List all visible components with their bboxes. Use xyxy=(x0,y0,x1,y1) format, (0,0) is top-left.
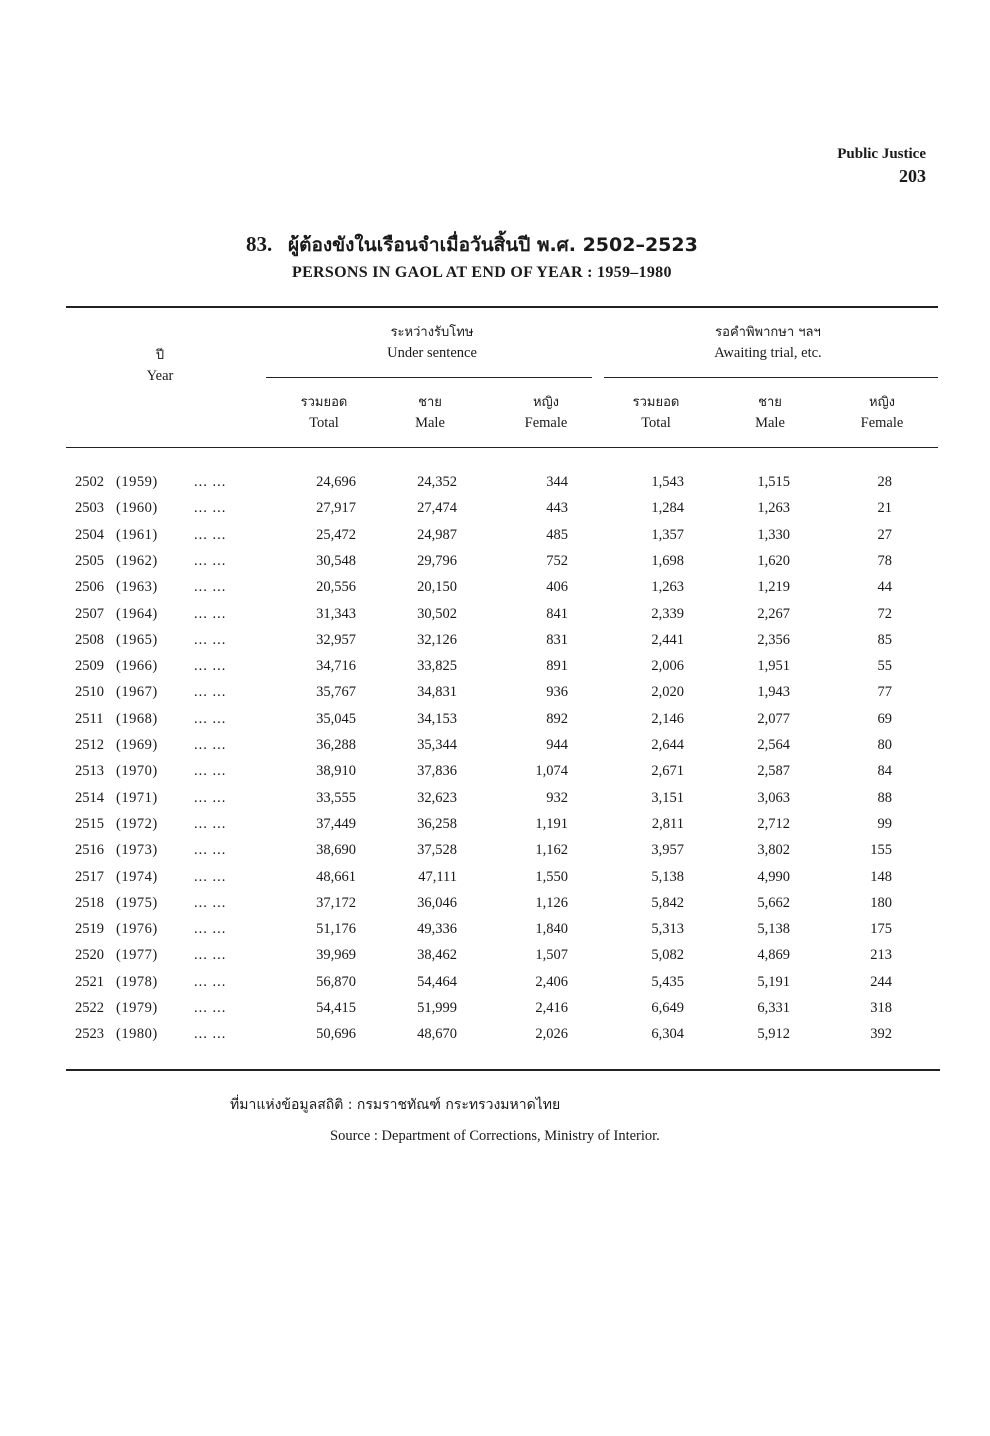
source-note-english: Source : Department of Corrections, Ministry of Interior. xyxy=(330,1128,660,1144)
col-under-male-thai: ชาย xyxy=(418,395,442,410)
cell-u-male: 32,623 xyxy=(417,789,457,806)
year-header-thai: ปี xyxy=(155,348,165,363)
cell-u-male: 51,999 xyxy=(417,1000,457,1016)
col-await-male-thai: ชาย xyxy=(758,395,782,410)
cell-dots: ... ... xyxy=(194,552,227,569)
cell-ad: (1968) xyxy=(116,710,158,727)
awaiting-trial-header xyxy=(598,322,938,364)
cell-a-female: 180 xyxy=(870,894,892,911)
cell-a-total: 2,644 xyxy=(651,737,684,753)
cell-ad: (1972) xyxy=(116,815,158,832)
cell-ad: (1961) xyxy=(116,526,158,543)
cell-a-female: 175 xyxy=(870,921,892,938)
page-number: 203 xyxy=(899,166,926,186)
table-row xyxy=(0,837,990,863)
cell-u-female: 831 xyxy=(546,631,568,648)
table-row xyxy=(0,942,990,968)
table-row xyxy=(0,548,990,574)
table-row xyxy=(0,969,990,995)
cell-u-male: 48,670 xyxy=(417,1026,457,1043)
bottom-rule xyxy=(66,1069,940,1071)
cell-u-male: 20,150 xyxy=(417,579,457,596)
cell-ad: (1962) xyxy=(116,552,158,569)
cell-a-female: 28 xyxy=(877,474,892,490)
cell-a-female: 80 xyxy=(877,737,892,753)
cell-u-total: 39,969 xyxy=(316,947,356,964)
cell-u-male: 47,111 xyxy=(418,868,457,885)
cell-a-total: 2,020 xyxy=(651,684,684,701)
cell-a-male: 1,951 xyxy=(757,658,790,675)
cell-a-total: 5,138 xyxy=(651,868,684,885)
col-await-female-thai: หญิง xyxy=(869,395,895,410)
col-await-female-english: Female xyxy=(860,415,904,431)
cell-dots: ... ... xyxy=(194,947,227,964)
cell-a-male: 6,331 xyxy=(757,1000,790,1016)
under-sentence-header-english: Under sentence xyxy=(387,345,477,361)
cell-a-total: 1,263 xyxy=(651,579,684,596)
cell-u-male: 36,046 xyxy=(417,894,457,911)
cell-u-female: 2,416 xyxy=(535,1000,568,1016)
cell-u-total: 35,767 xyxy=(316,684,356,701)
cell-a-total: 5,313 xyxy=(651,921,684,938)
cell-u-female: 344 xyxy=(546,474,568,490)
cell-u-female: 1,840 xyxy=(535,921,568,938)
cell-u-total: 24,696 xyxy=(316,474,356,490)
cell-a-female: 44 xyxy=(877,579,892,596)
cell-u-female: 406 xyxy=(546,579,568,596)
table-row xyxy=(0,811,990,837)
cell-u-total: 38,690 xyxy=(316,842,356,859)
cell-ad: (1966) xyxy=(116,658,158,675)
awaiting-trial-header-thai: รอคำพิพากษา ฯลฯ xyxy=(715,325,821,340)
cell-be: 2509 xyxy=(75,658,104,675)
cell-u-female: 932 xyxy=(546,789,568,806)
cell-ad: (1960) xyxy=(116,500,158,517)
cell-a-male: 5,912 xyxy=(757,1026,790,1043)
cell-a-female: 21 xyxy=(877,500,892,517)
cell-a-total: 1,698 xyxy=(651,552,684,569)
table-row xyxy=(0,706,990,732)
running-header-section: Public Justice xyxy=(837,146,926,162)
cell-u-total: 25,472 xyxy=(316,526,356,543)
table-row xyxy=(0,601,990,627)
cell-be: 2516 xyxy=(75,842,104,859)
cell-be: 2518 xyxy=(75,894,104,911)
cell-u-total: 37,449 xyxy=(316,815,356,832)
cell-ad: (1969) xyxy=(116,737,158,753)
cell-a-total: 2,146 xyxy=(651,710,684,727)
table-row xyxy=(0,469,990,495)
cell-a-total: 2,006 xyxy=(651,658,684,675)
cell-u-female: 936 xyxy=(546,684,568,701)
cell-u-total: 50,696 xyxy=(316,1026,356,1043)
cell-u-female: 1,550 xyxy=(535,868,568,885)
cell-a-total: 5,082 xyxy=(651,947,684,964)
cell-a-female: 88 xyxy=(877,789,892,806)
cell-dots: ... ... xyxy=(194,973,227,990)
cell-be: 2512 xyxy=(75,737,104,753)
cell-ad: (1979) xyxy=(116,1000,158,1016)
cell-u-female: 443 xyxy=(546,500,568,517)
cell-u-male: 32,126 xyxy=(417,631,457,648)
table-row xyxy=(0,916,990,942)
cell-u-female: 752 xyxy=(546,552,568,569)
table-row xyxy=(0,785,990,811)
cell-be: 2504 xyxy=(75,526,104,543)
cell-a-male: 1,263 xyxy=(757,500,790,517)
cell-u-male: 54,464 xyxy=(417,973,457,990)
cell-be: 2517 xyxy=(75,868,104,885)
cell-u-total: 36,288 xyxy=(316,737,356,753)
cell-be: 2507 xyxy=(75,605,104,622)
col-await-total-english: Total xyxy=(641,415,671,431)
cell-dots: ... ... xyxy=(194,605,227,622)
table-title-english: PERSONS IN GAOL AT END OF YEAR : 1959–1980 xyxy=(292,264,672,281)
cell-u-male: 37,528 xyxy=(417,842,457,859)
cell-a-total: 3,957 xyxy=(651,842,684,859)
cell-a-female: 244 xyxy=(870,973,892,990)
cell-u-total: 48,661 xyxy=(316,868,356,885)
cell-u-male: 34,831 xyxy=(417,684,457,701)
cell-dots: ... ... xyxy=(194,763,227,780)
col-under-total xyxy=(276,392,372,434)
col-await-male xyxy=(730,392,810,434)
cell-u-total: 31,343 xyxy=(316,605,356,622)
col-await-male-english: Male xyxy=(755,415,785,431)
cell-a-total: 2,811 xyxy=(651,815,684,832)
table-row xyxy=(0,758,990,784)
cell-a-female: 155 xyxy=(870,842,892,859)
cell-be: 2503 xyxy=(75,500,104,517)
cell-ad: (1978) xyxy=(116,973,158,990)
under-sentence-header-thai: ระหว่างรับโทษ xyxy=(390,325,474,340)
cell-u-male: 35,344 xyxy=(417,737,457,753)
cell-a-female: 99 xyxy=(877,815,892,832)
cell-a-female: 69 xyxy=(877,710,892,727)
cell-u-male: 24,352 xyxy=(417,474,457,490)
cell-ad: (1977) xyxy=(116,947,158,964)
cell-dots: ... ... xyxy=(194,684,227,701)
cell-a-total: 2,441 xyxy=(651,631,684,648)
cell-be: 2515 xyxy=(75,815,104,832)
cell-be: 2513 xyxy=(75,763,104,780)
cell-dots: ... ... xyxy=(194,710,227,727)
cell-dots: ... ... xyxy=(194,789,227,806)
cell-a-female: 78 xyxy=(877,552,892,569)
cell-u-total: 27,917 xyxy=(316,500,356,517)
cell-ad: (1980) xyxy=(116,1026,158,1043)
cell-a-male: 3,063 xyxy=(757,789,790,806)
table-title-thai: ผู้ต้องขังในเรือนจำเมื่อวันสิ้นปี พ.ศ. 2502–2523 xyxy=(288,234,698,256)
cell-a-female: 72 xyxy=(877,605,892,622)
cell-a-male: 2,356 xyxy=(757,631,790,648)
cell-ad: (1975) xyxy=(116,894,158,911)
cell-u-total: 51,176 xyxy=(316,921,356,938)
cell-a-female: 77 xyxy=(877,684,892,701)
cell-dots: ... ... xyxy=(194,526,227,543)
cell-a-male: 1,515 xyxy=(757,474,790,490)
cell-u-male: 34,153 xyxy=(417,710,457,727)
cell-u-total: 37,172 xyxy=(316,894,356,911)
cell-u-male: 30,502 xyxy=(417,605,457,622)
cell-be: 2511 xyxy=(75,710,104,727)
cell-u-male: 27,474 xyxy=(417,500,457,517)
cell-a-male: 2,712 xyxy=(757,815,790,832)
cell-dots: ... ... xyxy=(194,631,227,648)
cell-u-total: 34,716 xyxy=(316,658,356,675)
table-number: 83. xyxy=(246,232,273,256)
cell-a-female: 27 xyxy=(877,526,892,543)
cell-a-female: 318 xyxy=(870,1000,892,1016)
col-under-male xyxy=(390,392,470,434)
cell-u-total: 56,870 xyxy=(316,973,356,990)
cell-a-male: 2,564 xyxy=(757,737,790,753)
cell-a-total: 2,671 xyxy=(651,763,684,780)
cell-be: 2520 xyxy=(75,947,104,964)
cell-a-female: 55 xyxy=(877,658,892,675)
cell-u-total: 32,957 xyxy=(316,631,356,648)
cell-be: 2523 xyxy=(75,1026,104,1043)
cell-ad: (1970) xyxy=(116,763,158,780)
cell-a-total: 1,284 xyxy=(651,500,684,517)
cell-dots: ... ... xyxy=(194,868,227,885)
cell-a-total: 6,304 xyxy=(651,1026,684,1043)
table-row xyxy=(0,653,990,679)
cell-dots: ... ... xyxy=(194,1000,227,1016)
cell-a-male: 1,219 xyxy=(757,579,790,596)
cell-u-male: 33,825 xyxy=(417,658,457,675)
cell-be: 2505 xyxy=(75,552,104,569)
cell-u-female: 1,074 xyxy=(535,763,568,780)
cell-a-male: 1,620 xyxy=(757,552,790,569)
cell-ad: (1963) xyxy=(116,579,158,596)
cell-be: 2514 xyxy=(75,789,104,806)
cell-a-male: 3,802 xyxy=(757,842,790,859)
header-bottom-rule xyxy=(66,447,938,448)
cell-a-male: 4,990 xyxy=(757,868,790,885)
cell-ad: (1967) xyxy=(116,684,158,701)
cell-be: 2508 xyxy=(75,631,104,648)
col-under-total-english: Total xyxy=(309,415,339,431)
cell-a-female: 213 xyxy=(870,947,892,964)
cell-a-total: 6,649 xyxy=(651,1000,684,1016)
table-row xyxy=(0,890,990,916)
cell-a-total: 5,842 xyxy=(651,894,684,911)
table-row xyxy=(0,574,990,600)
cell-be: 2510 xyxy=(75,684,104,701)
cell-a-male: 4,869 xyxy=(757,947,790,964)
cell-u-female: 1,507 xyxy=(535,947,568,964)
cell-a-male: 5,138 xyxy=(757,921,790,938)
cell-dots: ... ... xyxy=(194,842,227,859)
cell-ad: (1973) xyxy=(116,842,158,859)
cell-ad: (1964) xyxy=(116,605,158,622)
cell-u-female: 485 xyxy=(546,526,568,543)
cell-ad: (1965) xyxy=(116,631,158,648)
cell-dots: ... ... xyxy=(194,500,227,517)
cell-u-total: 20,556 xyxy=(316,579,356,596)
cell-u-male: 24,987 xyxy=(417,526,457,543)
cell-be: 2521 xyxy=(75,973,104,990)
cell-u-male: 29,796 xyxy=(417,552,457,569)
cell-ad: (1976) xyxy=(116,921,158,938)
cell-a-total: 1,357 xyxy=(651,526,684,543)
cell-be: 2506 xyxy=(75,579,104,596)
cell-a-female: 148 xyxy=(870,868,892,885)
cell-a-total: 1,543 xyxy=(651,474,684,490)
cell-be: 2522 xyxy=(75,1000,104,1016)
cell-ad: (1971) xyxy=(116,789,158,806)
table-row xyxy=(0,679,990,705)
cell-a-male: 2,587 xyxy=(757,763,790,780)
cell-u-female: 2,026 xyxy=(535,1026,568,1043)
table-row xyxy=(0,1021,990,1047)
cell-be: 2519 xyxy=(75,921,104,938)
table-row xyxy=(0,522,990,548)
col-under-female xyxy=(506,392,586,434)
awaiting-trial-header-english: Awaiting trial, etc. xyxy=(714,345,822,361)
col-await-total-thai: รวมยอด xyxy=(632,395,680,410)
cell-a-male: 5,191 xyxy=(757,973,790,990)
cell-dots: ... ... xyxy=(194,894,227,911)
subheader-rule-awaiting xyxy=(604,377,938,378)
cell-dots: ... ... xyxy=(194,737,227,753)
cell-ad: (1959) xyxy=(116,474,158,490)
col-under-total-thai: รวมยอด xyxy=(300,395,348,410)
cell-a-male: 2,267 xyxy=(757,605,790,622)
cell-dots: ... ... xyxy=(194,921,227,938)
table-row xyxy=(0,495,990,521)
cell-u-total: 35,045 xyxy=(316,710,356,727)
table-row xyxy=(0,995,990,1021)
source-note-thai: ที่มาแห่งข้อมูลสถิติ : กรมราชทัณฑ์ กระทรวงมหาดไทย xyxy=(230,1097,561,1113)
cell-dots: ... ... xyxy=(194,474,227,490)
cell-a-female: 84 xyxy=(877,763,892,780)
cell-u-male: 49,336 xyxy=(417,921,457,938)
cell-a-total: 5,435 xyxy=(651,973,684,990)
cell-u-total: 54,415 xyxy=(316,1000,356,1016)
cell-u-male: 37,836 xyxy=(417,763,457,780)
cell-be: 2502 xyxy=(75,474,104,490)
cell-dots: ... ... xyxy=(194,1026,227,1043)
cell-u-female: 1,191 xyxy=(535,815,568,832)
col-under-male-english: Male xyxy=(415,415,445,431)
cell-a-total: 3,151 xyxy=(651,789,684,806)
cell-u-female: 1,162 xyxy=(535,842,568,859)
table-row xyxy=(0,627,990,653)
cell-a-male: 2,077 xyxy=(757,710,790,727)
cell-u-female: 944 xyxy=(546,737,568,753)
cell-u-total: 38,910 xyxy=(316,763,356,780)
col-under-female-thai: หญิง xyxy=(533,395,559,410)
table-row xyxy=(0,864,990,890)
cell-a-male: 5,662 xyxy=(757,894,790,911)
year-header xyxy=(90,345,230,387)
cell-u-total: 33,555 xyxy=(316,789,356,806)
cell-u-female: 841 xyxy=(546,605,568,622)
col-await-total xyxy=(608,392,704,434)
cell-a-total: 2,339 xyxy=(651,605,684,622)
cell-u-male: 38,462 xyxy=(417,947,457,964)
cell-u-female: 891 xyxy=(546,658,568,675)
cell-u-female: 892 xyxy=(546,710,568,727)
cell-u-female: 2,406 xyxy=(535,973,568,990)
under-sentence-header xyxy=(266,322,598,364)
cell-dots: ... ... xyxy=(194,658,227,675)
cell-a-female: 85 xyxy=(877,631,892,648)
top-rule xyxy=(66,306,938,308)
cell-dots: ... ... xyxy=(194,579,227,596)
cell-u-total: 30,548 xyxy=(316,552,356,569)
cell-a-male: 1,330 xyxy=(757,526,790,543)
cell-u-male: 36,258 xyxy=(417,815,457,832)
cell-dots: ... ... xyxy=(194,815,227,832)
col-under-female-english: Female xyxy=(524,415,568,431)
cell-a-male: 1,943 xyxy=(757,684,790,701)
table-row xyxy=(0,732,990,758)
cell-ad: (1974) xyxy=(116,868,158,885)
cell-u-female: 1,126 xyxy=(535,894,568,911)
col-await-female xyxy=(840,392,924,434)
year-header-english: Year xyxy=(146,368,174,384)
subheader-rule-under xyxy=(266,377,592,378)
cell-a-female: 392 xyxy=(870,1026,892,1043)
